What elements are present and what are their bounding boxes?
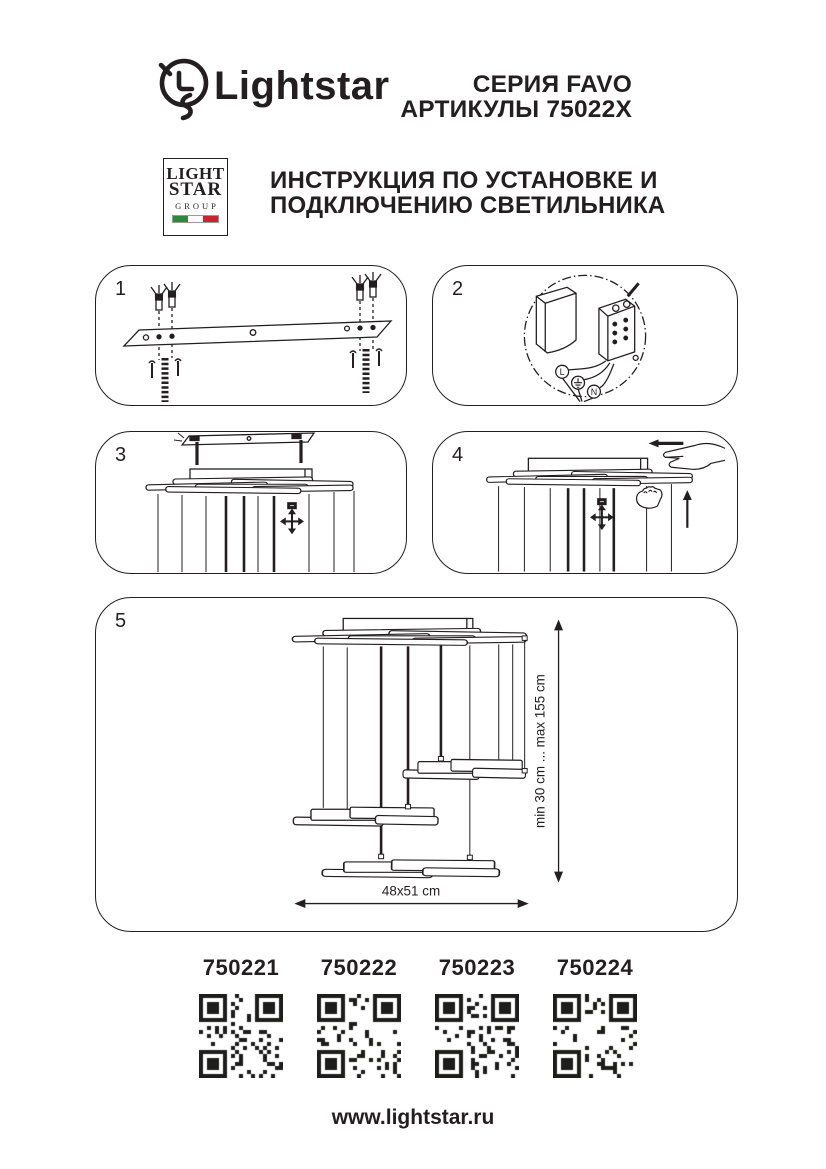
website-url: www.lightstar.ru	[331, 1106, 495, 1129]
product-750222	[300, 955, 418, 1083]
series-title: СЕРИЯ FAVO	[472, 71, 632, 98]
plate-stack	[487, 469, 693, 486]
lamp-cluster-lower	[322, 860, 499, 878]
product-750223	[418, 955, 536, 1083]
qr-code	[435, 994, 519, 1078]
step-1-panel	[95, 265, 407, 406]
height-dimension-label: min 30 cm ... max 155 cm	[532, 674, 548, 828]
step-3-number: 3	[115, 444, 127, 466]
suspension-cables-thick	[568, 488, 614, 571]
lamp-cluster-middle	[293, 807, 438, 826]
qr-code	[317, 994, 401, 1078]
pushing-hand-icon	[649, 439, 725, 469]
svg-text:N: N	[590, 387, 598, 398]
height-dimension	[533, 619, 563, 882]
product-750221	[182, 955, 300, 1083]
group-logo-group: GROUP	[175, 201, 219, 211]
suspension-wires	[323, 640, 524, 859]
product-750224	[536, 955, 654, 1083]
step-1-illustration-mounting-bar	[96, 266, 406, 405]
step-4-panel	[432, 431, 738, 574]
suspension-cables-thick	[226, 496, 274, 572]
step-5-panel	[95, 597, 738, 932]
group-logo-star: STAR	[168, 179, 223, 200]
step-3-illustration-hanging	[96, 432, 406, 573]
document-title-line2: ПОДКЛЮЧЕНИЮ СВЕТИЛЬНИКА	[270, 192, 666, 219]
lightstar-group-logo	[163, 158, 228, 236]
italian-flag-icon	[172, 215, 219, 223]
article-number: 750224	[556, 955, 634, 980]
step-5-number: 5	[115, 610, 127, 632]
ceiling-bar	[174, 433, 314, 445]
gripping-hand-icon	[637, 487, 662, 508]
width-dimension	[294, 884, 528, 908]
lightstar-bulb-icon	[156, 55, 210, 131]
step-2-illustration-wiring	[433, 266, 737, 405]
document-title	[270, 168, 665, 218]
plate-stack	[146, 477, 353, 494]
backplate-icon	[536, 287, 576, 353]
terminal-block-icon	[599, 283, 639, 360]
article-number: 750222	[320, 955, 398, 980]
step-4-number: 4	[452, 444, 464, 466]
wire-connectors	[379, 636, 528, 860]
step-4-illustration-adjusting	[433, 432, 737, 573]
suspension-cables-thick	[381, 645, 441, 858]
svg-text:L: L	[559, 367, 565, 378]
article-number: 750221	[202, 955, 280, 980]
wire-label-live	[556, 365, 569, 378]
step-2-number: 2	[452, 278, 464, 300]
adjust-screw-icon	[591, 499, 613, 529]
lamp-cluster-upper	[403, 759, 526, 779]
wire-label-earth-icon	[572, 376, 585, 389]
series-block	[392, 72, 632, 122]
suspension-wires	[158, 491, 354, 572]
articles-title: АРТИКУЛЫ 75022X	[400, 96, 632, 123]
article-number: 750223	[438, 955, 516, 980]
qr-code	[199, 994, 283, 1078]
plate-stack	[292, 628, 526, 645]
wire-label-neutral	[587, 385, 600, 398]
up-arrow-icon	[683, 490, 692, 528]
step-3-panel	[95, 431, 407, 574]
group-logo-light: LIGHT	[166, 164, 225, 183]
brand-wordmark: Lightstar	[214, 64, 390, 108]
qr-code	[553, 994, 637, 1078]
step-2-panel	[432, 265, 738, 406]
step-1-number: 1	[115, 278, 127, 300]
step-5-illustration-dimensions	[96, 598, 737, 931]
width-dimension-label: 48x51 cm	[381, 883, 441, 899]
adjust-screw-icon	[281, 503, 303, 534]
document-title-line1: ИНСТРУКЦИЯ ПО УСТАНОВКЕ И	[270, 167, 658, 194]
